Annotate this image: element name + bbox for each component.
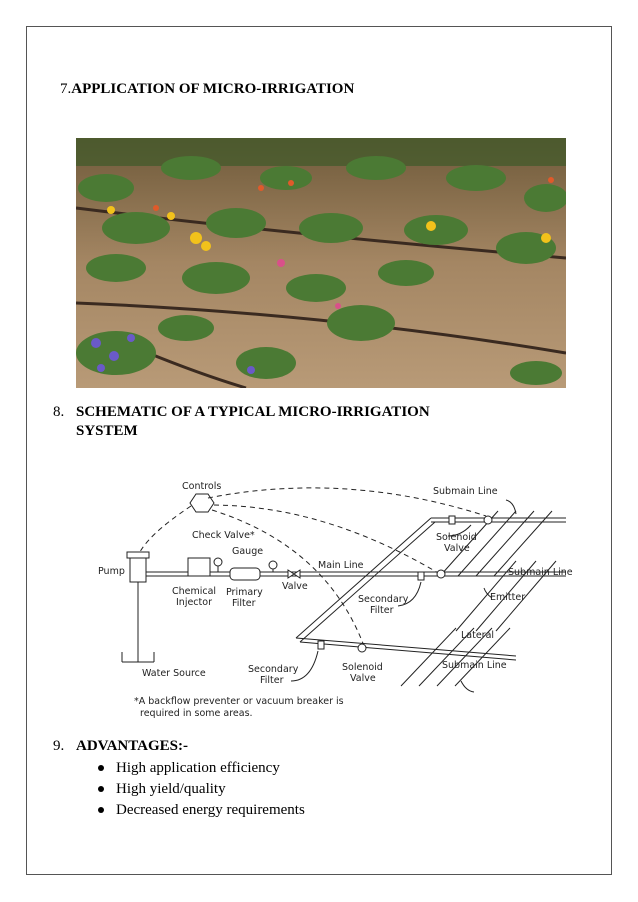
section-title: APPLICATION OF MICRO-IRRIGATION <box>71 81 355 97</box>
list-item <box>96 758 305 779</box>
label-chemical-1: Chemical <box>172 586 217 597</box>
section-9-heading <box>53 737 188 756</box>
label-solenoid-bottom-1: Solenoid <box>342 662 383 673</box>
label-primary-2: Filter <box>232 598 256 609</box>
section-number: 8. <box>53 404 65 420</box>
label-secondary-mid-1: Secondary <box>358 594 409 605</box>
label-pump: Pump <box>98 566 125 577</box>
label-submain-bottom: Submain Line <box>442 660 507 671</box>
label-primary-1: Primary <box>226 587 263 598</box>
label-chemical-2: Injector <box>176 597 212 608</box>
label-lateral: Lateral <box>461 630 495 641</box>
advantages-list <box>96 758 305 821</box>
bullet-icon <box>98 765 104 771</box>
label-submain-top: Submain Line <box>433 486 498 497</box>
label-solenoid-top-1: Solenoid <box>436 532 477 543</box>
micro-irrigation-schematic <box>96 476 576 722</box>
list-item-text: High yield/quality <box>116 781 226 797</box>
section-title: ADVANTAGES:- <box>76 738 188 754</box>
bullet-icon <box>98 807 104 813</box>
label-gauge: Gauge <box>232 546 264 557</box>
list-item-text: Decreased energy requirements <box>116 802 305 818</box>
controls-icon <box>190 494 214 512</box>
label-secondary-mid-2: Filter <box>370 605 394 616</box>
label-footnote-2: required in some areas. <box>140 708 253 719</box>
list-item <box>96 800 305 821</box>
label-submain-right: Submain Line <box>508 567 573 578</box>
label-solenoid-bottom-2: Valve <box>350 673 376 684</box>
bullet-icon <box>98 786 104 792</box>
section-title-line2: SYSTEM <box>76 423 138 439</box>
label-secondary-bottom-2: Filter <box>260 675 284 686</box>
section-7-heading <box>60 80 354 99</box>
section-number: 9. <box>53 738 65 754</box>
section-number: 7. <box>60 81 72 97</box>
section-title-line1: SCHEMATIC OF A TYPICAL MICRO-IRRIGATION <box>76 404 430 420</box>
micro-irrigation-photo <box>76 138 566 388</box>
label-main-line: Main Line <box>318 560 364 571</box>
label-valve: Valve <box>282 581 308 592</box>
label-secondary-bottom-1: Secondary <box>248 664 299 675</box>
label-emitter: Emitter <box>490 592 526 603</box>
label-water-source: Water Source <box>142 668 206 679</box>
section-8-heading <box>53 403 430 441</box>
label-controls: Controls <box>182 481 222 492</box>
list-item-text: High application efficiency <box>116 760 280 776</box>
list-item <box>96 779 305 800</box>
label-check-valve: Check Valve* <box>192 530 255 541</box>
label-solenoid-top-2: Valve <box>444 543 470 554</box>
label-footnote-1: *A backflow preventer or vacuum breaker is <box>134 696 344 707</box>
